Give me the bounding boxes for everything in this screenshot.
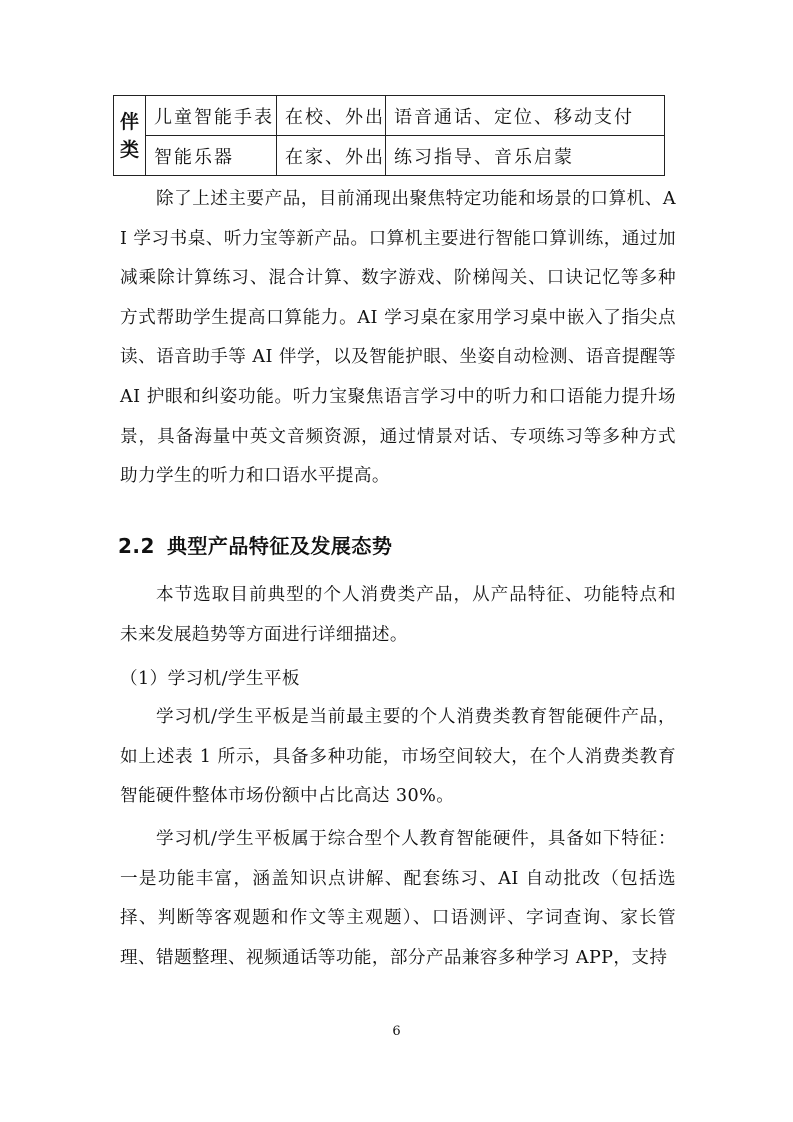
section-heading <box>118 529 392 563</box>
category-cell <box>114 96 146 176</box>
category-label: 伴 类 <box>119 110 139 161</box>
paragraph-new-products: 除了上述主要产品，目前涌现出聚焦特定功能和场景的口算机、AI 学习书桌、听力宝等新产品。口算机主要进行智能口算训练，通过加减乘除计算练习、混合计算、数字游戏、阶梯闯关、口诀记忆等多种方式帮助学生提高口算能力。AI 学习桌在家用学习桌中嵌入了指尖点读、语音助手等 AI 伴学，以及智能护眼、坐姿自动检测、语音提醒等 AI 护眼和纠姿功能。听力宝聚焦语言学习中的听力和口语能力提升场景，具备海量中英文音频资源，通过情景对话、专项练习等多种方式助力学生的听力和口语水平提高。 <box>120 189 676 487</box>
list-item-heading: （1）学习机/学生平板 <box>120 669 300 689</box>
paragraph-learning-tablet: 学习机/学生平板是当前最主要的个人消费类教育智能硬件产品，如上述表 1 所示，具备多种功能，市场空间较大，在个人消费类教育智能硬件整体市场份额中占比高达 30%。 <box>120 707 676 807</box>
page-number: 6 <box>392 1024 401 1039</box>
function-cell: 语音通话、定位、移动支付 <box>386 96 665 136</box>
section-title: 典型产品特征及发展态势 <box>166 534 393 558</box>
function-cell: 练习指导、音乐启蒙 <box>386 136 665 176</box>
product-table <box>113 95 665 176</box>
table-row <box>114 136 665 176</box>
product-name-cell: 智能乐器 <box>146 136 277 176</box>
scene-cell: 在校、外出 <box>277 96 386 136</box>
scene-cell: 在家、外出 <box>277 136 386 176</box>
section-number: 2.2 <box>118 534 155 558</box>
paragraph-tablet-features: 学习机/学生平板属于综合型个人教育智能硬件，具备如下特征：一是功能丰富，涵盖知识点讲解、配套练习、AI 自动批改（包括选择、判断等客观题和作文等主观题）、口语测评、字词查询、家长管理、错题整理、视频通话等功能，部分产品兼容多种学习 APP，支持 <box>120 829 676 968</box>
product-name-cell: 儿童智能手表 <box>146 96 277 136</box>
table-row <box>114 96 665 136</box>
paragraph-section-intro: 本节选取目前典型的个人消费类产品，从产品特征、功能特点和未来发展趋势等方面进行详细描述。 <box>120 585 676 645</box>
